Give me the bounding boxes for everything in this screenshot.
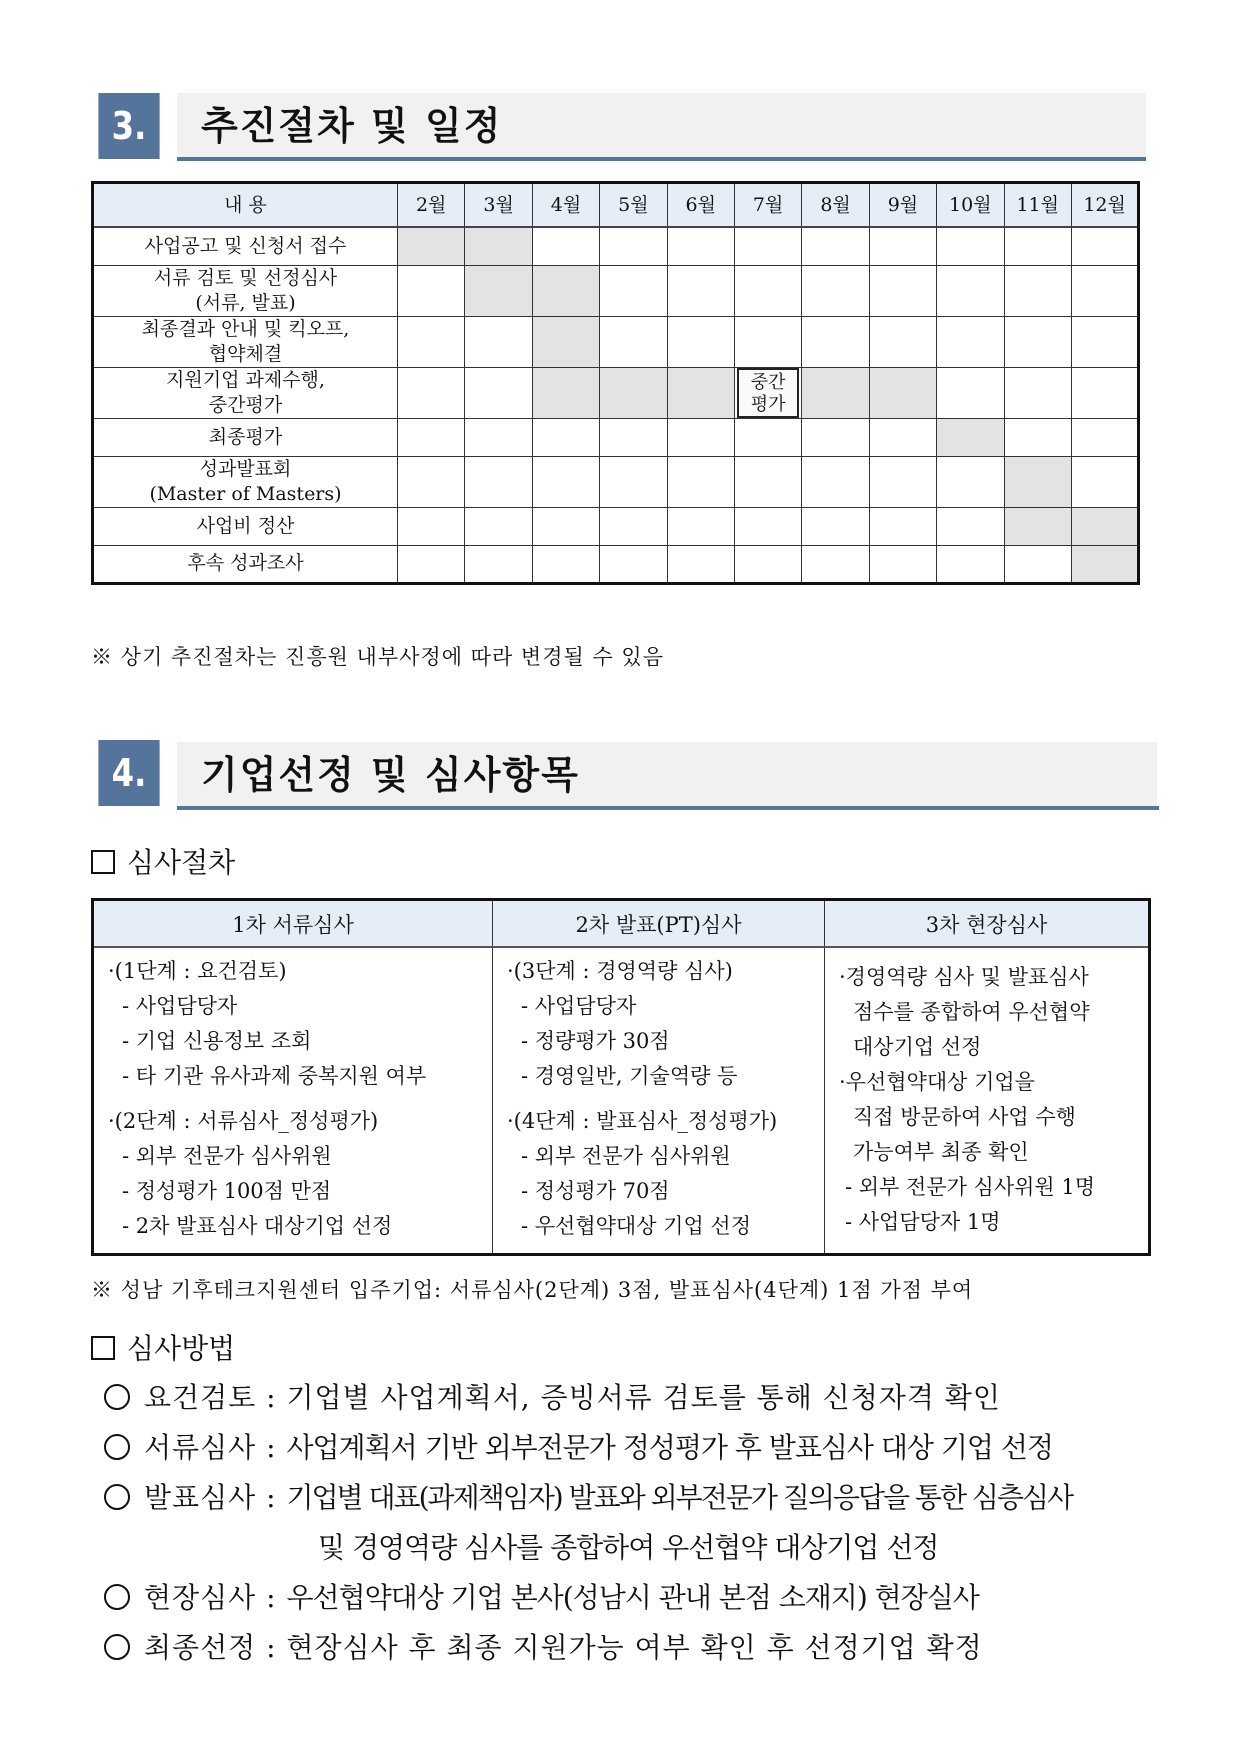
section-3-title-bar — [177, 93, 1146, 157]
schedule-cell-active — [1004, 456, 1071, 507]
schedule-cell — [1071, 367, 1138, 418]
schedule-cell — [734, 507, 801, 545]
schedule-cell — [802, 265, 869, 316]
header-month: 8월 — [802, 183, 869, 228]
schedule-row — [93, 507, 1139, 545]
schedule-cell — [398, 456, 465, 507]
schedule-cell — [1004, 367, 1071, 418]
schedule-task-label: 성과발표회 — [199, 457, 292, 480]
schedule-cell — [532, 507, 599, 545]
step-line: 대상기업 선정 — [853, 1035, 982, 1059]
schedule-cell — [667, 265, 734, 316]
schedule-cell — [600, 316, 667, 367]
step-line: - 사업담당자 1명 — [845, 1210, 1001, 1234]
step-item: - 외부 전문가 심사위원 — [122, 1144, 332, 1168]
schedule-task-label: 지원기업 과제수행, — [166, 368, 325, 391]
step-item: - 우선협약대상 기업 선정 — [521, 1214, 751, 1238]
schedule-cell — [937, 316, 1004, 367]
section-4-title: 기업선정 및 심사항목 — [201, 753, 580, 797]
schedule-row — [93, 227, 1139, 265]
schedule-cell — [734, 456, 801, 507]
review-procedure-table — [91, 898, 1151, 1256]
method-text: 현장심사 후 최종 지원가능 여부 확인 후 선정기업 확정 — [286, 1631, 983, 1664]
header-month: 12월 — [1071, 183, 1138, 228]
method-text: 기업별 대표(과제책임자) 발표와 외부전문가 질의응답을 통한 심층심사 — [286, 1481, 1073, 1514]
schedule-row — [93, 456, 1139, 507]
schedule-cell — [600, 507, 667, 545]
section-4-underline — [177, 806, 1159, 810]
schedule-cell — [869, 545, 936, 583]
schedule-cell-active — [600, 367, 667, 418]
schedule-cell-active — [465, 227, 532, 265]
step-item: - 정성평가 100점 만점 — [122, 1179, 332, 1203]
header-month: 4월 — [532, 183, 599, 228]
schedule-task-label: 사업공고 및 신청서 접수 — [144, 234, 347, 257]
header-month: 3월 — [465, 183, 532, 228]
schedule-task-label: 사업비 정산 — [196, 514, 295, 537]
method-heading — [91, 1327, 235, 1367]
schedule-cell — [600, 265, 667, 316]
schedule-cell — [734, 265, 801, 316]
schedule-cell — [398, 367, 465, 418]
checkbox-square-icon — [91, 850, 115, 874]
schedule-cell-active — [532, 367, 599, 418]
schedule-cell — [937, 227, 1004, 265]
schedule-cell — [667, 545, 734, 583]
header-month: 6월 — [667, 183, 734, 228]
schedule-task-label: (Master of Masters) — [149, 482, 342, 505]
step-item: - 2차 발표심사 대상기업 선정 — [122, 1214, 393, 1238]
schedule-cell — [802, 545, 869, 583]
step-line: 점수를 종합하여 우선협약 — [853, 1000, 1090, 1024]
schedule-cell — [869, 456, 936, 507]
schedule-task-cell — [93, 367, 398, 418]
method-separator: : — [266, 1581, 277, 1614]
step-item: - 사업담당자 — [122, 994, 238, 1018]
section-4-number: 4. — [98, 740, 159, 806]
schedule-cell — [1004, 316, 1071, 367]
schedule-cell — [869, 507, 936, 545]
schedule-cell — [398, 418, 465, 456]
schedule-cell — [398, 265, 465, 316]
section-3-number: 3. — [98, 93, 159, 159]
method-item — [104, 1426, 1053, 1466]
step-line: 직접 방문하여 사업 수행 — [853, 1105, 1076, 1129]
section-4-title-bar — [177, 742, 1157, 806]
schedule-cell-active — [532, 316, 599, 367]
section-3-title: 추진절차 및 일정 — [201, 104, 503, 148]
schedule-cell-active — [1071, 545, 1138, 583]
schedule-cell — [937, 545, 1004, 583]
schedule-cell — [532, 545, 599, 583]
schedule-cell — [600, 545, 667, 583]
method-label: 발표심사 — [144, 1481, 257, 1514]
step-item: - 정량평가 30점 — [521, 1029, 670, 1053]
header-month: 10월 — [937, 183, 1004, 228]
review-stage-1-cell — [93, 947, 493, 1254]
milestone-label: 중간 — [750, 371, 786, 393]
step-item: - 정성평가 70점 — [521, 1179, 670, 1203]
method-separator: : — [266, 1631, 277, 1664]
schedule-cell — [465, 456, 532, 507]
schedule-row — [93, 265, 1139, 316]
schedule-cell — [869, 418, 936, 456]
schedule-cell — [802, 456, 869, 507]
header-task: 내 용 — [93, 183, 398, 228]
step-item: - 경영일반, 기술역량 등 — [521, 1064, 738, 1088]
schedule-task-cell — [93, 507, 398, 545]
circle-bullet-icon — [104, 1584, 130, 1610]
circle-bullet-icon — [104, 1484, 130, 1510]
method-item — [104, 1476, 1072, 1516]
step-item: - 기업 신용정보 조회 — [122, 1029, 312, 1053]
step-title: ·(2단계 : 서류심사_정성평가) — [108, 1109, 379, 1133]
schedule-cell-active — [1071, 507, 1138, 545]
header-month: 9월 — [869, 183, 936, 228]
schedule-cell-active — [667, 367, 734, 418]
schedule-cell — [465, 507, 532, 545]
schedule-cell — [1071, 316, 1138, 367]
schedule-cell — [600, 456, 667, 507]
header-month: 7월 — [734, 183, 801, 228]
schedule-task-cell — [93, 418, 398, 456]
schedule-cell-active — [802, 367, 869, 418]
schedule-task-label: 협약체결 — [208, 342, 283, 365]
schedule-cell — [532, 227, 599, 265]
checkbox-square-icon — [91, 1336, 115, 1360]
header-month: 2월 — [398, 183, 465, 228]
schedule-cell — [937, 367, 1004, 418]
schedule-cell — [667, 418, 734, 456]
schedule-task-cell — [93, 545, 398, 583]
schedule-cell-active — [398, 227, 465, 265]
schedule-cell — [1004, 265, 1071, 316]
schedule-cell — [667, 456, 734, 507]
schedule-cell — [734, 316, 801, 367]
method-item — [104, 1576, 979, 1616]
method-label: 서류심사 — [144, 1431, 257, 1464]
schedule-task-label: 후속 성과조사 — [187, 552, 304, 574]
step-line: 가능여부 최종 확인 — [853, 1140, 1029, 1164]
schedule-cell — [937, 456, 1004, 507]
section-3-underline — [177, 157, 1146, 161]
schedule-cell — [398, 316, 465, 367]
schedule-cell — [1071, 265, 1138, 316]
method-separator: : — [266, 1431, 277, 1464]
method-text: 우선협약대상 기업 본사(성남시 관내 본점 소재지) 현장실사 — [286, 1581, 979, 1614]
step-line: ·경영역량 심사 및 발표심사 — [839, 965, 1089, 989]
schedule-task-label: 중간평가 — [208, 393, 283, 416]
schedule-cell — [937, 265, 1004, 316]
step-item: - 타 기관 유사과제 중복지원 여부 — [122, 1064, 427, 1088]
schedule-cell — [734, 227, 801, 265]
schedule-cell — [734, 545, 801, 583]
procedure-note: ※ 성남 기후테크지원센터 입주기업: 서류심사(2단계) 3점, 발표심사(4단계) 1점 가점 부여 — [91, 1278, 974, 1302]
method-text: 사업계획서 기반 외부전문가 정성평가 후 발표심사 대상 기업 선정 — [286, 1431, 1053, 1464]
schedule-cell — [802, 507, 869, 545]
method-item — [104, 1376, 1001, 1416]
schedule-cell — [802, 316, 869, 367]
schedule-task-cell — [93, 456, 398, 507]
schedule-task-label: 서류 검토 및 선정심사 — [153, 266, 338, 289]
schedule-cell — [1004, 418, 1071, 456]
schedule-cell-active — [1004, 507, 1071, 545]
schedule-cell — [398, 545, 465, 583]
schedule-cell — [869, 265, 936, 316]
method-continuation: 및 경영역량 심사를 종합하여 우선협약 대상기업 선정 — [318, 1531, 939, 1564]
procedure-heading — [91, 841, 235, 881]
schedule-cell — [734, 418, 801, 456]
schedule-cell — [532, 456, 599, 507]
schedule-task-label: 최종평가 — [208, 425, 283, 448]
schedule-cell — [465, 316, 532, 367]
review-stage-3-cell — [825, 947, 1150, 1254]
review-stage-3-header: 3차 현장심사 — [825, 900, 1150, 948]
schedule-task-cell — [93, 227, 398, 265]
method-item — [104, 1626, 983, 1666]
method-separator: : — [266, 1381, 277, 1414]
review-stage-2-cell — [493, 947, 825, 1254]
schedule-cell — [1004, 545, 1071, 583]
step-title: ·(4단계 : 발표심사_정성평가) — [507, 1109, 778, 1133]
step-item: - 외부 전문가 심사위원 — [521, 1144, 731, 1168]
method-label: 현장심사 — [144, 1581, 257, 1614]
schedule-cell-active — [532, 265, 599, 316]
schedule-cell — [802, 227, 869, 265]
review-header-row — [93, 900, 1150, 948]
schedule-cell — [1004, 227, 1071, 265]
circle-bullet-icon — [104, 1384, 130, 1410]
schedule-table — [91, 181, 1140, 585]
schedule-task-cell — [93, 316, 398, 367]
review-stage-1-header: 1차 서류심사 — [93, 900, 493, 948]
schedule-cell — [937, 507, 1004, 545]
step-line: ·우선협약대상 기업을 — [839, 1070, 1035, 1094]
method-text: 기업별 사업계획서, 증빙서류 검토를 통해 신청자격 확인 — [286, 1381, 1001, 1414]
schedule-cell-active — [937, 418, 1004, 456]
schedule-cell — [667, 507, 734, 545]
schedule-row — [93, 316, 1139, 367]
circle-bullet-icon — [104, 1434, 130, 1460]
schedule-cell — [869, 227, 936, 265]
schedule-cell — [869, 316, 936, 367]
schedule-note: ※ 상기 추진절차는 진흥원 내부사정에 따라 변경될 수 있음 — [91, 645, 664, 669]
schedule-cell — [667, 316, 734, 367]
schedule-cell — [667, 227, 734, 265]
schedule-cell — [532, 418, 599, 456]
review-body-row — [93, 947, 1150, 1254]
method-label: 요건검토 — [144, 1381, 257, 1414]
circle-bullet-icon — [104, 1634, 130, 1660]
schedule-cell-active — [869, 367, 936, 418]
schedule-cell — [600, 418, 667, 456]
milestone-label: 평가 — [750, 393, 786, 415]
schedule-cell — [600, 227, 667, 265]
schedule-task-label: (서류, 발표) — [195, 291, 296, 314]
schedule-task-cell — [93, 265, 398, 316]
header-month: 5월 — [600, 183, 667, 228]
step-line: - 외부 전문가 심사위원 1명 — [845, 1175, 1096, 1199]
review-stage-2-header: 2차 발표(PT)심사 — [493, 900, 825, 948]
step-title: ·(3단계 : 경영역량 심사) — [507, 959, 733, 983]
header-month: 11월 — [1004, 183, 1071, 228]
step-item: - 사업담당자 — [521, 994, 637, 1018]
schedule-cell — [465, 545, 532, 583]
schedule-cell — [802, 418, 869, 456]
method-label: 최종선정 — [144, 1631, 257, 1664]
schedule-cell — [1071, 456, 1138, 507]
schedule-row — [93, 545, 1139, 583]
step-title: ·(1단계 : 요건검토) — [108, 959, 287, 983]
method-heading-text: 심사방법 — [127, 1332, 236, 1365]
schedule-cell — [398, 507, 465, 545]
schedule-row — [93, 418, 1139, 456]
schedule-task-label: 최종결과 안내 및 킥오프, — [141, 317, 350, 340]
schedule-header-row — [93, 183, 1139, 228]
schedule-cell-active — [465, 265, 532, 316]
schedule-cell — [465, 367, 532, 418]
schedule-cell — [1071, 227, 1138, 265]
schedule-cell — [1071, 418, 1138, 456]
schedule-cell-milestone — [734, 367, 801, 418]
method-separator: : — [266, 1481, 277, 1514]
schedule-cell — [465, 418, 532, 456]
milestone-box — [737, 368, 799, 418]
procedure-heading-text: 심사절차 — [127, 846, 236, 879]
schedule-row — [93, 367, 1139, 418]
